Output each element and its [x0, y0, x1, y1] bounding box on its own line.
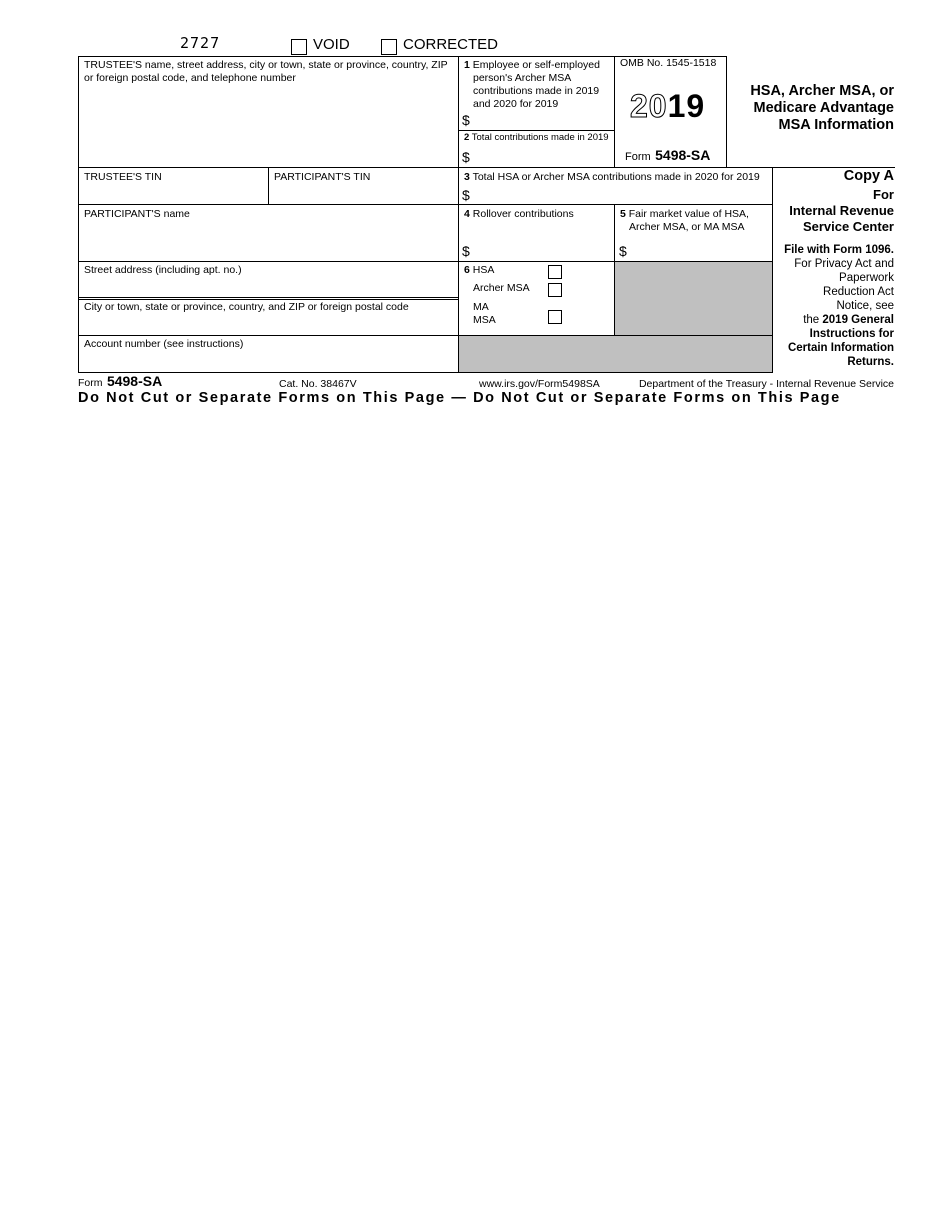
tax-year	[630, 88, 705, 125]
omb-form-number-text: 5498-SA	[655, 147, 711, 163]
box5-label[interactable]	[620, 208, 770, 234]
privacy-line4: Notice, see	[836, 300, 894, 312]
form-title-line3: MSA Information	[778, 117, 894, 133]
box3-label[interactable]	[464, 171, 772, 184]
box6-archer-checkbox[interactable]	[548, 283, 562, 297]
box4-dollar: $	[462, 243, 470, 259]
void-label: VOID	[313, 36, 350, 53]
box2-number: 2	[464, 132, 470, 143]
shaded-area-box6-right	[615, 262, 772, 335]
box3-dollar: $	[462, 187, 470, 203]
box6-ma-text: MA	[473, 301, 489, 313]
box6-archer-label: Archer MSA	[473, 282, 530, 294]
footer-form-number	[78, 373, 162, 391]
form-title-line2: Medicare Advantage	[753, 100, 894, 116]
trustee-info-label[interactable]: TRUSTEE'S name, street address, city or town, state or province, country, ZIP or foreign postal code, and telephone number	[84, 59, 448, 84]
city-label[interactable]: City or town, state or province, country, and ZIP or foreign postal code	[84, 301, 409, 313]
box6-ma-msa-checkbox[interactable]	[548, 310, 562, 324]
privacy-notice	[775, 257, 894, 369]
omb-form-number	[625, 147, 710, 165]
copy-irs-line2: Service Center	[802, 219, 894, 234]
footer-cat-no: Cat. No. 38467V	[279, 378, 357, 390]
box3-number: 3	[464, 171, 470, 183]
copy-for-label: For	[873, 187, 894, 202]
box2-text: Total contributions made in 2019	[471, 132, 609, 143]
box6-hsa-checkbox[interactable]	[548, 265, 562, 279]
box4-label[interactable]	[464, 208, 574, 221]
street-address-label[interactable]: Street address (including apt. no.)	[84, 264, 242, 276]
copy-irs-line1: Internal Revenue	[789, 203, 894, 218]
box5-label-a: Fair market value of HSA,	[628, 208, 749, 220]
footer-department: Department of the Treasury - Internal Revenue Service	[638, 378, 894, 390]
box1-label-d: and 2020 for 2019	[473, 98, 559, 110]
account-number-label[interactable]: Account number (see instructions)	[84, 338, 244, 350]
box1-dollar: $	[462, 112, 470, 128]
privacy-line6: Instructions for	[809, 328, 894, 340]
box6-msa-text: MSA	[473, 314, 496, 326]
box2-dollar: $	[462, 149, 470, 165]
box1-label-a: Employee or self-employed	[472, 59, 600, 71]
form-code: 2727	[180, 34, 221, 52]
footer-form-number-text: 5498-SA	[106, 373, 163, 389]
form-title-line1: HSA, Archer MSA, or	[750, 83, 894, 99]
tax-year-outline: 20	[630, 88, 668, 124]
box6-ma-msa-label	[473, 301, 496, 327]
box5-dollar: $	[619, 243, 627, 259]
form-title	[728, 83, 894, 134]
privacy-line8: Returns.	[847, 356, 894, 368]
box3-text: Total HSA or Archer MSA contributions made in 2020 for 2019	[472, 171, 760, 183]
corrected-label: CORRECTED	[403, 36, 499, 53]
omb-number: OMB No. 1545-1518	[620, 57, 717, 69]
copy-a-label: Copy A	[843, 168, 894, 184]
box6-hsa-text: HSA	[472, 264, 495, 276]
corrected-checkbox[interactable]	[381, 39, 397, 55]
box6-number: 6	[464, 264, 470, 276]
copy-a-column	[775, 167, 894, 369]
footer-url: www.irs.gov/Form5498SA	[479, 378, 600, 390]
privacy-line5	[775, 313, 894, 327]
trustee-tin-label[interactable]: TRUSTEE'S TIN	[84, 171, 162, 183]
shaded-area-account-right	[459, 336, 772, 372]
void-checkbox[interactable]	[291, 39, 307, 55]
box1-label[interactable]	[464, 59, 612, 111]
privacy-line5-pre: the	[803, 314, 820, 326]
omb-form-prefix: Form	[625, 151, 651, 163]
footer-form-prefix: Form	[78, 377, 103, 389]
do-not-cut-banner: Do Not Cut or Separate Forms on This Page — Do Not Cut or Separate Forms on This Page	[78, 390, 841, 406]
participant-tin-label[interactable]: PARTICIPANT'S TIN	[274, 171, 371, 183]
privacy-line2: Paperwork	[839, 272, 894, 284]
privacy-line3: Reduction Act	[823, 286, 894, 298]
box1-number: 1	[464, 59, 470, 71]
box1-label-b: person's Archer MSA	[473, 72, 572, 84]
file-with-1096: File with Form 1096.	[784, 244, 894, 256]
tax-year-solid: 19	[667, 88, 706, 124]
box2-label[interactable]	[464, 132, 609, 144]
box6-hsa-label	[464, 264, 494, 277]
box5-number: 5	[620, 208, 626, 220]
box4-number: 4	[464, 208, 470, 220]
participant-name-label[interactable]: PARTICIPANT'S name	[84, 208, 190, 220]
privacy-line1: For Privacy Act and	[794, 258, 894, 270]
box1-label-c: contributions made in 2019	[473, 85, 600, 97]
box5-label-b: Archer MSA, or MA MSA	[629, 221, 745, 233]
privacy-line7: Certain Information	[787, 342, 894, 354]
privacy-line5-bold: 2019 General	[822, 314, 894, 326]
box4-text: Rollover contributions	[472, 208, 574, 220]
